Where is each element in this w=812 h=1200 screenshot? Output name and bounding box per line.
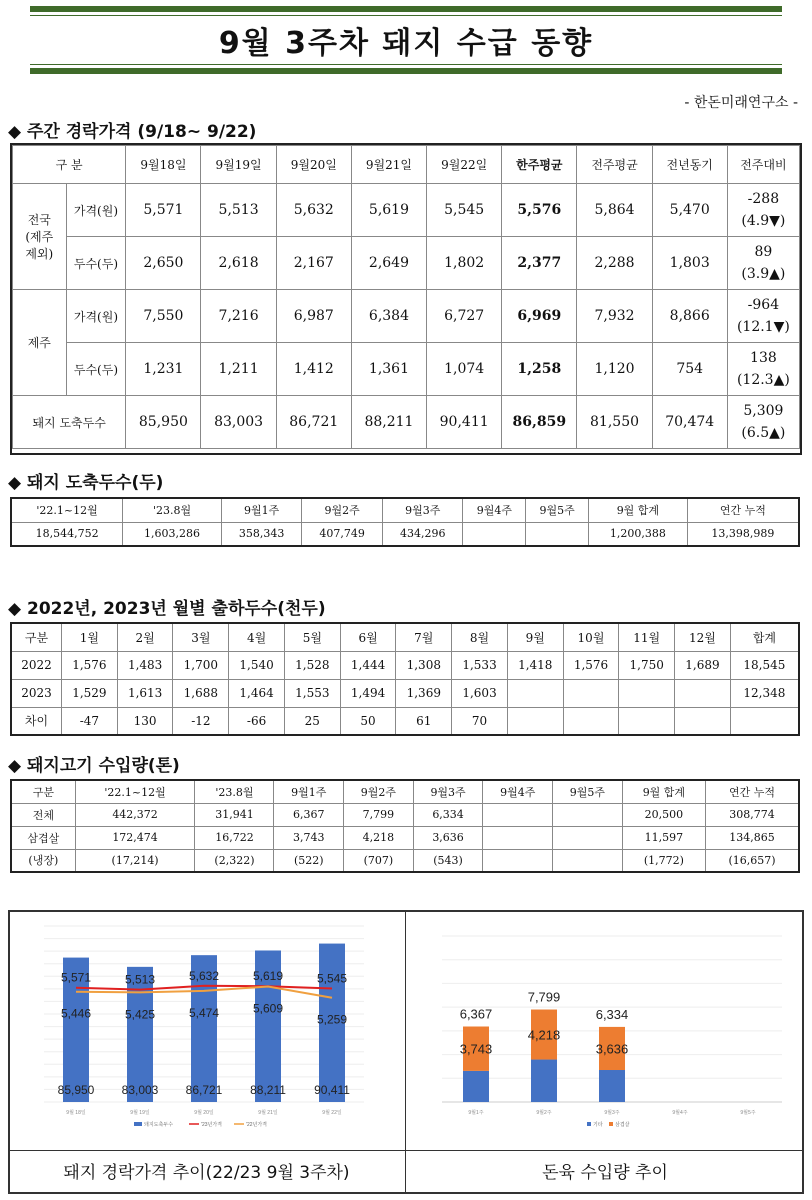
- table-cell: 2,288: [577, 237, 652, 290]
- table-cell: 1,211: [201, 343, 276, 396]
- column-header: 11월: [619, 623, 675, 651]
- table-cell: 1,529: [62, 679, 118, 707]
- table-cell: 7,932: [577, 290, 652, 343]
- table-row: [11, 651, 799, 679]
- column-header: 연간 누적: [706, 780, 799, 803]
- line-label-2023: 5,545: [316, 971, 348, 986]
- section-heading-imports: ◆ 돼지고기 수입량(톤): [8, 756, 180, 776]
- chart-divider: [405, 910, 406, 1194]
- table-cell: [463, 522, 526, 546]
- table-cell: 1,576: [563, 651, 619, 679]
- table-cell: 88,211: [351, 396, 426, 449]
- column-header: 구분: [11, 623, 62, 651]
- bar-total-label: 6,334: [595, 1006, 629, 1022]
- table-row: [11, 803, 799, 826]
- bar-total-label: 6,367: [459, 1006, 493, 1022]
- column-header: 9월1주: [221, 498, 302, 522]
- caption-divider: [8, 1150, 804, 1151]
- column-header: 5월: [284, 623, 340, 651]
- table-cell: 6,367: [274, 803, 344, 826]
- category-label: 9월 22일: [322, 1110, 342, 1116]
- table-cell: [619, 679, 675, 707]
- column-header: 10월: [563, 623, 619, 651]
- table-cell: 172,474: [75, 826, 195, 849]
- bar: [124, 967, 156, 1102]
- change-value: 5,309: [743, 403, 784, 419]
- table-cell: 5,632: [276, 184, 351, 237]
- source-label: - 한돈미래연구소 -: [684, 95, 798, 111]
- table-cell: 81,550: [577, 396, 652, 449]
- table-cell: 86,721: [276, 396, 351, 449]
- table-cell: -66: [229, 707, 285, 735]
- slaughter-table: [10, 497, 800, 547]
- region-label-line: (제주: [25, 230, 54, 244]
- table-cell: (17,214): [75, 849, 195, 872]
- legend-swatch-top: [609, 1122, 613, 1126]
- table-cell: 1,689: [675, 651, 731, 679]
- column-header: '23.8월: [195, 780, 274, 803]
- monthly-shipment-table: [10, 622, 800, 736]
- table-cell: 6,987: [276, 290, 351, 343]
- bar-segment-label: 3,636: [595, 1041, 629, 1057]
- table-cell: [675, 707, 731, 735]
- table-cell: 6,727: [427, 290, 502, 343]
- line-label-2023: 5,619: [252, 969, 284, 984]
- category-label: 9월3주: [604, 1110, 620, 1116]
- table-cell: 8,866: [652, 290, 727, 343]
- table-cell: 1,576: [62, 651, 118, 679]
- column-header: 2월: [117, 623, 173, 651]
- table-cell: 86,859: [502, 396, 577, 449]
- table-cell: [553, 803, 623, 826]
- table-cell: (522): [274, 849, 344, 872]
- category-label: 9월 18일: [66, 1110, 86, 1116]
- bar-total-label: 7,799: [527, 989, 561, 1005]
- column-header: 9월20일: [276, 146, 351, 184]
- bar-base: [531, 1060, 557, 1102]
- table-cell: (543): [413, 849, 483, 872]
- line-label-2022: 5,474: [188, 1005, 220, 1020]
- table-cell: 1,553: [284, 679, 340, 707]
- table-cell: [675, 679, 731, 707]
- table-cell: 3,636: [413, 826, 483, 849]
- change-percent: (12.1▼): [736, 319, 790, 335]
- bar-base: [463, 1071, 489, 1102]
- region-label: [13, 184, 67, 290]
- legend-label: 삼겹살: [615, 1122, 630, 1128]
- table-cell: 1,603,286: [123, 522, 222, 546]
- legend-swatch-base: [587, 1122, 591, 1126]
- table-cell: 전체: [11, 803, 75, 826]
- category-label: 9월 19일: [130, 1110, 150, 1116]
- change-cell: [727, 237, 799, 290]
- change-percent: (4.9▼): [741, 213, 786, 229]
- category-label: 9월2주: [536, 1110, 552, 1116]
- table-cell: 4,218: [344, 826, 414, 849]
- table-cell: 1,483: [117, 651, 173, 679]
- row-label: 돼지 도축두수: [13, 396, 126, 449]
- table-cell: 2,649: [351, 237, 426, 290]
- table-cell: 1,540: [229, 651, 285, 679]
- table-cell: 83,003: [201, 396, 276, 449]
- region-label-line: 제외): [25, 247, 54, 261]
- column-header: 9월21일: [351, 146, 426, 184]
- column-header: 8월: [452, 623, 508, 651]
- table-row: [11, 679, 799, 707]
- table-row: [13, 343, 800, 396]
- table-cell: 134,865: [706, 826, 799, 849]
- table-cell: 1,700: [173, 651, 229, 679]
- table-cell: 1,533: [452, 651, 508, 679]
- column-header: 한주평균: [502, 146, 577, 184]
- table-cell: [553, 849, 623, 872]
- column-header: 12월: [675, 623, 731, 651]
- table-header-row: [11, 498, 799, 522]
- table-cell: 2,650: [126, 237, 201, 290]
- table-row: [11, 849, 799, 872]
- chart-caption-import: 돈육 수입량 추이: [542, 1163, 668, 1183]
- change-percent: (12.3▲): [736, 372, 790, 388]
- table-cell: 차이: [11, 707, 62, 735]
- table-cell: [563, 707, 619, 735]
- category-label: 9월4주: [672, 1110, 688, 1116]
- bar-segment-label: 4,218: [527, 1027, 561, 1043]
- table-header-row: [11, 623, 799, 651]
- import-volume-chart: [412, 916, 798, 1146]
- table-cell: 5,545: [427, 184, 502, 237]
- table-cell: (707): [344, 849, 414, 872]
- column-header: 9월5주: [526, 498, 589, 522]
- column-header: 9월2주: [302, 498, 383, 522]
- auction-price-chart: [14, 916, 400, 1146]
- page-title: 9월 3주차 돼지 수급 동향: [218, 26, 594, 61]
- table-cell: 1,802: [427, 237, 502, 290]
- table-cell: 5,864: [577, 184, 652, 237]
- auction-price-table: [12, 145, 800, 449]
- table-cell: 31,941: [195, 803, 274, 826]
- table-row: [11, 707, 799, 735]
- line-label-2023: 5,632: [188, 968, 220, 983]
- bar-label: 86,721: [185, 1083, 223, 1097]
- column-header: 3월: [173, 623, 229, 651]
- table-cell: 6,384: [351, 290, 426, 343]
- table-cell: [563, 679, 619, 707]
- column-header: 9월4주: [483, 780, 553, 803]
- column-header: 9월22일: [427, 146, 502, 184]
- table-cell: (16,657): [706, 849, 799, 872]
- table-cell: 1,494: [340, 679, 396, 707]
- table-header-row: [11, 780, 799, 803]
- column-header: 9월5주: [553, 780, 623, 803]
- table-cell: (냉장): [11, 849, 75, 872]
- region-label-line: 제주: [27, 336, 51, 350]
- table-cell: 85,950: [126, 396, 201, 449]
- table-cell: 2022: [11, 651, 62, 679]
- legend-label: '23년가격: [201, 1122, 223, 1128]
- section-heading-monthly-shipments: ◆ 2022년, 2023년 월별 출하두수(천두): [8, 599, 326, 619]
- table-cell: 12,348: [730, 679, 799, 707]
- table-cell: 1,464: [229, 679, 285, 707]
- table-cell: 5,619: [351, 184, 426, 237]
- table-row: [13, 396, 800, 449]
- change-cell: [727, 343, 799, 396]
- column-header: 1월: [62, 623, 118, 651]
- line-label-2022: 5,609: [252, 1001, 284, 1016]
- line-label-2022: 5,425: [124, 1007, 156, 1022]
- row-label: 가격(원): [66, 290, 126, 343]
- table-cell: 1,200,388: [589, 522, 688, 546]
- bar-label: 83,003: [121, 1083, 159, 1097]
- bar-base: [599, 1070, 625, 1102]
- table-cell: 1,444: [340, 651, 396, 679]
- bar-label: 85,950: [57, 1083, 95, 1097]
- line-label-2023: 5,571: [60, 970, 92, 985]
- table-cell: 1,369: [396, 679, 452, 707]
- column-header: 구분: [11, 780, 75, 803]
- table-cell: 5,513: [201, 184, 276, 237]
- table-cell: 11,597: [622, 826, 705, 849]
- line-label-2022: 5,259: [316, 1012, 348, 1027]
- table-cell: [526, 522, 589, 546]
- table-cell: [507, 679, 563, 707]
- column-header: 구 분: [13, 146, 126, 184]
- table-cell: 50: [340, 707, 396, 735]
- table-cell: 5,576: [502, 184, 577, 237]
- table-cell: 1,750: [619, 651, 675, 679]
- table-cell: 1,603: [452, 679, 508, 707]
- table-cell: 2023: [11, 679, 62, 707]
- column-header: 9월2주: [344, 780, 414, 803]
- table-row: [13, 237, 800, 290]
- table-cell: 1,688: [173, 679, 229, 707]
- table-cell: 16,722: [195, 826, 274, 849]
- column-header: '22.1~12월: [75, 780, 195, 803]
- table-row: [13, 184, 800, 237]
- section-heading-slaughter: ◆ 돼지 도축두수(두): [8, 473, 164, 493]
- column-header: 전년동기: [652, 146, 727, 184]
- table-cell: 1,418: [507, 651, 563, 679]
- table-row: [13, 290, 800, 343]
- column-header: 9월18일: [126, 146, 201, 184]
- row-label: 가격(원): [66, 184, 126, 237]
- table-row: [11, 826, 799, 849]
- column-header: '23.8월: [123, 498, 222, 522]
- table-cell: 6,969: [502, 290, 577, 343]
- table-cell: (2,322): [195, 849, 274, 872]
- table-cell: [483, 849, 553, 872]
- table-cell: 1,308: [396, 651, 452, 679]
- row-label: 두수(두): [66, 343, 126, 396]
- change-percent: (3.9▲): [741, 266, 786, 282]
- table-cell: 1,412: [276, 343, 351, 396]
- table-cell: 1,528: [284, 651, 340, 679]
- legend-label: 돼지도축두수: [144, 1122, 173, 1128]
- table-cell: 2,167: [276, 237, 351, 290]
- row-label: 두수(두): [66, 237, 126, 290]
- change-cell: [727, 184, 799, 237]
- column-header: 6월: [340, 623, 396, 651]
- region-label-line: 전국: [27, 213, 51, 227]
- change-cell: [727, 290, 799, 343]
- table-cell: 2,618: [201, 237, 276, 290]
- table-header-row: [13, 146, 800, 184]
- table-cell: 1,803: [652, 237, 727, 290]
- table-cell: 5,571: [126, 184, 201, 237]
- column-header: 연간 누적: [687, 498, 799, 522]
- column-header: 합계: [730, 623, 799, 651]
- bar-label: 90,411: [314, 1083, 350, 1097]
- table-cell: 407,749: [302, 522, 383, 546]
- table-cell: [730, 707, 799, 735]
- legend-swatch-bars: [134, 1122, 142, 1126]
- category-label: 9월1주: [468, 1110, 484, 1116]
- table-cell: 삼겹살: [11, 826, 75, 849]
- change-cell: [727, 396, 799, 449]
- column-header: 7월: [396, 623, 452, 651]
- table-cell: 7,799: [344, 803, 414, 826]
- table-cell: 7,216: [201, 290, 276, 343]
- column-header: 9월: [507, 623, 563, 651]
- category-label: 9월 21일: [258, 1110, 278, 1116]
- table-row: [11, 522, 799, 546]
- table-cell: 308,774: [706, 803, 799, 826]
- column-header: 9월3주: [413, 780, 483, 803]
- column-header: 9월1주: [274, 780, 344, 803]
- table-cell: -47: [62, 707, 118, 735]
- bar-segment-label: 3,743: [459, 1041, 493, 1057]
- line-label-2023: 5,513: [124, 972, 156, 987]
- table-cell: [507, 707, 563, 735]
- table-cell: 1,074: [427, 343, 502, 396]
- table-cell: (1,772): [622, 849, 705, 872]
- column-header: 4월: [229, 623, 285, 651]
- table-cell: [553, 826, 623, 849]
- category-label: 9월 20일: [194, 1110, 214, 1116]
- table-cell: 3,743: [274, 826, 344, 849]
- column-header: 9월19일: [201, 146, 276, 184]
- column-header: 9월 합계: [622, 780, 705, 803]
- change-value: 89: [754, 244, 773, 260]
- table-cell: 13,398,989: [687, 522, 799, 546]
- table-cell: 1,613: [117, 679, 173, 707]
- line-label-2022: 5,446: [60, 1006, 92, 1021]
- legend-label: 기타: [593, 1122, 603, 1128]
- bar-label: 88,211: [250, 1083, 286, 1097]
- chart-caption-price: 돼지 경락가격 추이(22/23 9월 3주차): [63, 1163, 350, 1183]
- column-header: 전주평균: [577, 146, 652, 184]
- change-percent: (6.5▲): [741, 425, 786, 441]
- table-cell: [619, 707, 675, 735]
- change-value: -964: [747, 297, 780, 313]
- table-cell: 1,120: [577, 343, 652, 396]
- table-cell: 7,550: [126, 290, 201, 343]
- table-cell: 61: [396, 707, 452, 735]
- table-cell: 20,500: [622, 803, 705, 826]
- table-cell: 70,474: [652, 396, 727, 449]
- table-cell: 1,231: [126, 343, 201, 396]
- column-header: 9월3주: [382, 498, 463, 522]
- table-cell: 18,544,752: [11, 522, 123, 546]
- section-heading-auction-price: ◆ 주간 경락가격 (9/18~ 9/22): [8, 122, 257, 142]
- column-header: '22.1~12월: [11, 498, 123, 522]
- change-value: -288: [747, 191, 780, 207]
- table-cell: 5,470: [652, 184, 727, 237]
- table-cell: 358,343: [221, 522, 302, 546]
- table-cell: 18,545: [730, 651, 799, 679]
- pork-import-table: [10, 779, 800, 873]
- category-label: 9월5주: [740, 1110, 756, 1116]
- region-label: [13, 290, 67, 396]
- table-cell: 6,334: [413, 803, 483, 826]
- table-cell: -12: [173, 707, 229, 735]
- column-header: 9월4주: [463, 498, 526, 522]
- table-cell: 754: [652, 343, 727, 396]
- legend-label: '22년가격: [246, 1122, 268, 1128]
- table-cell: [483, 826, 553, 849]
- table-cell: [483, 803, 553, 826]
- table-cell: 130: [117, 707, 173, 735]
- table-cell: 1,258: [502, 343, 577, 396]
- column-header: 전주대비: [727, 146, 799, 184]
- table-cell: 434,296: [382, 522, 463, 546]
- table-cell: 2,377: [502, 237, 577, 290]
- column-header: 9월 합계: [589, 498, 688, 522]
- table-cell: 442,372: [75, 803, 195, 826]
- change-value: 138: [750, 350, 777, 366]
- table-cell: 25: [284, 707, 340, 735]
- table-cell: 90,411: [427, 396, 502, 449]
- table-cell: 70: [452, 707, 508, 735]
- table-cell: 1,361: [351, 343, 426, 396]
- title-banner: [30, 6, 782, 74]
